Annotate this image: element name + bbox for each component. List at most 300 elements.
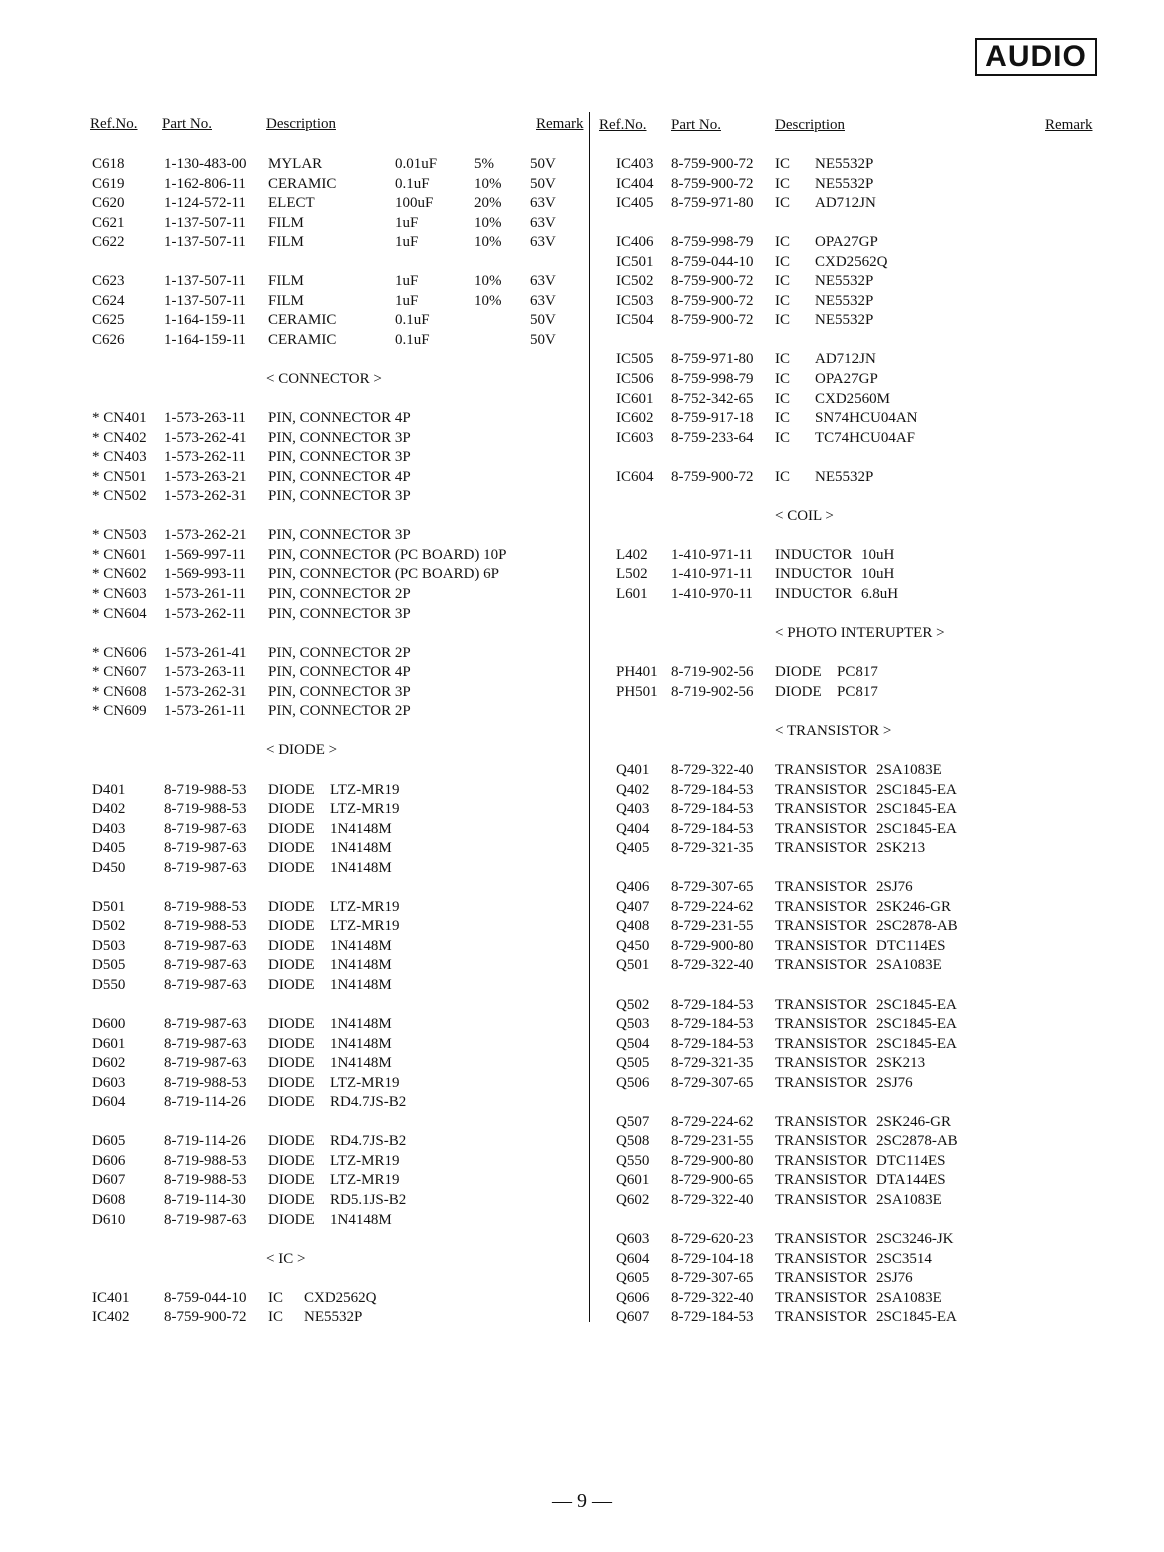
table-row <box>590 1015 1164 1035</box>
description-cell: IC <box>775 468 790 485</box>
ref-cell: Q604 <box>616 1250 650 1267</box>
table-row <box>0 1132 588 1152</box>
spacer <box>590 605 1164 625</box>
part-number-cell: 8-729-322-40 <box>671 1191 754 1208</box>
voltage-cell: 63V <box>530 214 556 231</box>
ref-cell: IC501 <box>616 253 654 270</box>
spacer <box>590 526 1164 546</box>
spacer <box>590 741 1164 761</box>
value-cell: 2SJ76 <box>876 1270 913 1287</box>
table-row <box>0 585 588 605</box>
section-heading <box>590 624 1164 644</box>
ref-cell: IC403 <box>616 156 654 172</box>
right-parts-list <box>590 155 1164 1328</box>
table-row <box>0 1074 588 1094</box>
value-cell: 2SA1083E <box>876 1289 942 1306</box>
left-header-desc: Description <box>266 116 336 132</box>
table-row <box>0 1035 588 1055</box>
description-cell: TRANSISTOR <box>775 1289 868 1306</box>
part-number-cell: 8-729-321-35 <box>671 1055 754 1072</box>
ref-cell: * CN606 <box>92 644 147 661</box>
ref-cell: C624 <box>92 292 125 309</box>
part-number-cell: 8-719-987-63 <box>164 957 247 974</box>
table-row <box>0 683 588 703</box>
table-row <box>0 839 588 859</box>
part-number-cell: 8-719-988-53 <box>164 1172 247 1189</box>
ref-cell: C625 <box>92 312 125 329</box>
ref-cell: Q603 <box>616 1231 650 1248</box>
voltage-cell: 50V <box>530 156 556 172</box>
description-cell: INDUCTOR <box>775 546 853 563</box>
section-title: < TRANSISTOR > <box>775 722 892 739</box>
part-number-cell: 1-137-507-11 <box>164 234 246 251</box>
table-row <box>0 1054 588 1074</box>
ref-cell: Q605 <box>616 1270 650 1287</box>
value-cell: 1uF <box>395 234 419 251</box>
value-cell: 1N4148M <box>330 1035 392 1052</box>
value-cell: CXD2562Q <box>304 1289 377 1306</box>
description-cell: PIN, CONNECTOR 2P <box>268 586 411 603</box>
part-number-cell: 8-719-902-56 <box>671 683 754 700</box>
spacer <box>0 507 588 527</box>
description-cell: DIODE <box>268 1094 315 1111</box>
value-cell: 2SK246-GR <box>876 898 952 915</box>
table-row <box>0 605 588 625</box>
left-parts-list <box>0 155 588 1328</box>
part-number-cell: 1-569-997-11 <box>164 546 246 563</box>
ref-cell: * CN403 <box>92 449 147 466</box>
value-cell: 2SK213 <box>876 1055 926 1072</box>
ref-cell: Q450 <box>616 937 650 954</box>
part-number-cell: 1-573-263-21 <box>164 468 247 485</box>
ref-cell: Q508 <box>616 1133 650 1150</box>
table-row <box>590 565 1164 585</box>
table-row <box>590 585 1164 605</box>
value-cell: CXD2560M <box>815 390 891 407</box>
value-cell: 1N4148M <box>330 859 392 876</box>
table-row <box>590 1152 1164 1172</box>
table-row <box>0 155 588 175</box>
description-cell: DIODE <box>268 937 315 954</box>
table-row <box>0 468 588 488</box>
section-title: < CONNECTOR > <box>266 371 382 388</box>
table-row <box>590 937 1164 957</box>
value-cell: 2SC2878-AB <box>876 1133 958 1150</box>
badge-label: AUDIO <box>985 40 1087 73</box>
part-number-cell: 8-719-988-53 <box>164 781 247 798</box>
description-cell: DIODE <box>268 898 315 915</box>
description-cell: DIODE <box>268 976 315 993</box>
description-cell: TRANSISTOR <box>775 1074 868 1091</box>
ref-cell: IC506 <box>616 371 654 388</box>
spacer <box>590 1211 1164 1231</box>
section-title: < DIODE > <box>266 742 338 759</box>
table-row <box>0 1152 588 1172</box>
part-number-cell: 1-573-262-31 <box>164 488 247 505</box>
table-row <box>590 311 1164 331</box>
description-cell: DIODE <box>268 1211 315 1228</box>
voltage-cell: 50V <box>530 331 556 348</box>
value-cell: NE5532P <box>815 273 874 290</box>
spacer <box>590 1093 1164 1113</box>
ref-cell: L502 <box>616 566 648 583</box>
table-row <box>590 1035 1164 1055</box>
ref-cell: D600 <box>92 1016 126 1033</box>
part-number-cell: 8-759-998-79 <box>671 234 754 251</box>
ref-cell: Q405 <box>616 840 650 857</box>
description-cell: IC <box>268 1309 283 1326</box>
description-cell: TRANSISTOR <box>775 957 868 974</box>
ref-cell: Q506 <box>616 1074 650 1091</box>
table-row <box>590 1250 1164 1270</box>
part-number-cell: 8-729-184-53 <box>671 996 754 1013</box>
table-row <box>0 820 588 840</box>
table-row <box>590 683 1164 703</box>
ref-cell: C622 <box>92 234 125 251</box>
table-row <box>590 956 1164 976</box>
description-cell: PIN, CONNECTOR 4P <box>268 468 411 485</box>
ref-cell: D610 <box>92 1211 126 1228</box>
section-heading <box>590 722 1164 742</box>
value-cell: 0.01uF <box>395 156 438 172</box>
table-row <box>590 292 1164 312</box>
tolerance-cell: 10% <box>474 273 502 290</box>
ref-cell: L601 <box>616 586 648 603</box>
ref-cell: * CN402 <box>92 429 147 446</box>
part-number-cell: 8-719-902-56 <box>671 664 754 681</box>
description-cell: PIN, CONNECTOR 4P <box>268 664 411 681</box>
value-cell: 1N4148M <box>330 820 392 837</box>
part-number-cell: 1-137-507-11 <box>164 273 246 290</box>
value-cell: 2SC1845-EA <box>876 1016 957 1033</box>
table-row <box>0 487 588 507</box>
part-number-cell: 8-759-900-72 <box>671 292 754 309</box>
part-number-cell: 8-719-988-53 <box>164 918 247 935</box>
description-cell: DIODE <box>775 683 822 700</box>
description-cell: PIN, CONNECTOR 2P <box>268 703 411 720</box>
table-row <box>590 996 1164 1016</box>
tolerance-cell: 10% <box>474 175 502 192</box>
part-number-cell: 8-729-322-40 <box>671 957 754 974</box>
section-heading <box>0 1250 588 1270</box>
table-row <box>590 546 1164 566</box>
table-row <box>590 800 1164 820</box>
table-row <box>0 175 588 195</box>
description-cell: IC <box>775 253 790 270</box>
value-cell: 2SC3514 <box>876 1250 932 1267</box>
table-row <box>0 526 588 546</box>
value-cell: AD712JN <box>815 351 876 368</box>
table-row <box>590 820 1164 840</box>
ref-cell: Q507 <box>616 1113 650 1130</box>
table-row <box>590 272 1164 292</box>
spacer <box>0 996 588 1016</box>
value-cell: AD712JN <box>815 195 876 212</box>
table-row <box>590 878 1164 898</box>
ref-cell: Q401 <box>616 761 650 778</box>
value-cell: LTZ-MR19 <box>330 918 400 935</box>
description-cell: IC <box>775 351 790 368</box>
voltage-cell: 63V <box>530 273 556 290</box>
ref-cell: C618 <box>92 156 125 172</box>
description-cell: DIODE <box>268 1133 315 1150</box>
part-number-cell: 8-759-900-72 <box>164 1309 247 1326</box>
part-number-cell: 1-573-261-41 <box>164 644 247 661</box>
description-cell: DIODE <box>268 801 315 818</box>
part-number-cell: 8-759-233-64 <box>671 429 754 446</box>
value-cell: PC817 <box>837 683 878 700</box>
spacer <box>0 1230 588 1250</box>
table-row <box>0 448 588 468</box>
part-number-cell: 8-729-231-55 <box>671 1133 754 1150</box>
description-cell: IC <box>775 273 790 290</box>
description-cell: DIODE <box>268 957 315 974</box>
description-cell: PIN, CONNECTOR 3P <box>268 527 411 544</box>
description-cell: TRANSISTOR <box>775 1231 868 1248</box>
table-row <box>0 956 588 976</box>
table-row <box>0 1289 588 1309</box>
ref-cell: D605 <box>92 1133 126 1150</box>
table-row <box>590 155 1164 175</box>
table-row <box>590 1230 1164 1250</box>
value-cell: DTC114ES <box>876 937 946 954</box>
description-cell: IC <box>775 312 790 329</box>
table-row <box>0 1211 588 1231</box>
part-number-cell: 8-729-184-53 <box>671 801 754 818</box>
description-cell: IC <box>268 1289 283 1306</box>
tolerance-cell: 10% <box>474 234 502 251</box>
value-cell: NE5532P <box>815 468 874 485</box>
part-number-cell: 1-573-262-11 <box>164 449 246 466</box>
part-number-cell: 8-729-104-18 <box>671 1250 754 1267</box>
part-number-cell: 8-729-322-40 <box>671 1289 754 1306</box>
part-number-cell: 8-729-184-53 <box>671 781 754 798</box>
description-cell: DIODE <box>268 840 315 857</box>
ref-cell: C621 <box>92 214 125 231</box>
value-cell: LTZ-MR19 <box>330 801 400 818</box>
ref-cell: Q502 <box>616 996 650 1013</box>
part-number-cell: 1-410-971-11 <box>671 566 753 583</box>
description-cell: TRANSISTOR <box>775 879 868 896</box>
part-number-cell: 1-130-483-00 <box>164 156 247 172</box>
description-cell: TRANSISTOR <box>775 1016 868 1033</box>
table-row <box>590 390 1164 410</box>
tolerance-cell: 5% <box>474 156 494 172</box>
part-number-cell: 1-162-806-11 <box>164 175 246 192</box>
right-header-ref: Ref.No. <box>599 117 647 133</box>
ref-cell: * CN604 <box>92 605 147 622</box>
value-cell: NE5532P <box>815 312 874 329</box>
voltage-cell: 63V <box>530 234 556 251</box>
ref-cell: D502 <box>92 918 126 935</box>
value-cell: 0.1uF <box>395 175 430 192</box>
part-number-cell: 8-729-184-53 <box>671 820 754 837</box>
part-number-cell: 8-759-971-80 <box>671 195 754 212</box>
value-cell: 2SC1845-EA <box>876 801 957 818</box>
table-row <box>0 1308 588 1328</box>
part-number-cell: 8-759-044-10 <box>671 253 754 270</box>
part-number-cell: 1-124-572-11 <box>164 195 246 212</box>
part-number-cell: 8-759-900-72 <box>671 468 754 485</box>
value-cell: LTZ-MR19 <box>330 1152 400 1169</box>
spacer <box>0 624 588 644</box>
ref-cell: IC601 <box>616 390 654 407</box>
value-cell: 10uH <box>861 566 895 583</box>
value-cell: LTZ-MR19 <box>330 781 400 798</box>
section-title: < COIL > <box>775 507 834 524</box>
value-cell: LTZ-MR19 <box>330 1074 400 1091</box>
value-cell: 1N4148M <box>330 976 392 993</box>
voltage-cell: 63V <box>530 195 556 212</box>
value-cell: 2SC1845-EA <box>876 1035 957 1052</box>
ref-cell: D505 <box>92 957 126 974</box>
table-row <box>590 663 1164 683</box>
ref-cell: * CN603 <box>92 586 147 603</box>
part-number-cell: 8-719-987-63 <box>164 1211 247 1228</box>
ref-cell: Q402 <box>616 781 650 798</box>
value-cell: 2SA1083E <box>876 1191 942 1208</box>
table-row <box>0 292 588 312</box>
table-row <box>590 1113 1164 1133</box>
part-number-cell: 8-759-044-10 <box>164 1289 247 1306</box>
spacer <box>0 1269 588 1289</box>
description-cell: IC <box>775 195 790 212</box>
section-title: < PHOTO INTERUPTER > <box>775 625 945 642</box>
table-row <box>0 429 588 449</box>
description-cell: TRANSISTOR <box>775 1133 868 1150</box>
ref-cell: C620 <box>92 195 125 212</box>
description-cell: IC <box>775 390 790 407</box>
part-number-cell: 1-569-993-11 <box>164 566 246 583</box>
ref-cell: D602 <box>92 1055 126 1072</box>
description-cell: DIODE <box>268 1152 315 1169</box>
description-cell: TRANSISTOR <box>775 761 868 778</box>
description-cell: FILM <box>268 234 304 251</box>
ref-cell: C619 <box>92 175 125 192</box>
value-cell: 2SC2878-AB <box>876 918 958 935</box>
table-row <box>590 429 1164 449</box>
part-number-cell: 8-719-988-53 <box>164 1152 247 1169</box>
description-cell: TRANSISTOR <box>775 1055 868 1072</box>
description-cell: IC <box>775 234 790 251</box>
description-cell: INDUCTOR <box>775 566 853 583</box>
spacer <box>590 487 1164 507</box>
table-row <box>0 800 588 820</box>
ref-cell: * CN607 <box>92 664 147 681</box>
part-number-cell: 8-759-900-72 <box>671 273 754 290</box>
table-row <box>0 937 588 957</box>
ref-cell: D607 <box>92 1172 126 1189</box>
table-row <box>0 194 588 214</box>
value-cell: 1N4148M <box>330 1211 392 1228</box>
description-cell: IC <box>775 371 790 388</box>
voltage-cell: 63V <box>530 292 556 309</box>
table-row <box>590 468 1164 488</box>
part-number-cell: 8-729-321-35 <box>671 840 754 857</box>
section-badge <box>975 38 1097 76</box>
part-number-cell: 8-729-900-80 <box>671 937 754 954</box>
value-cell: 1N4148M <box>330 937 392 954</box>
description-cell: PIN, CONNECTOR 4P <box>268 410 411 427</box>
table-row <box>0 409 588 429</box>
part-number-cell: 8-719-987-63 <box>164 1055 247 1072</box>
ref-cell: D503 <box>92 937 126 954</box>
description-cell: TRANSISTOR <box>775 996 868 1013</box>
description-cell: DIODE <box>268 918 315 935</box>
part-number-cell: 8-729-900-65 <box>671 1172 754 1189</box>
ref-cell: IC603 <box>616 429 654 446</box>
ref-cell: IC401 <box>92 1289 130 1306</box>
table-row <box>0 898 588 918</box>
value-cell: 0.1uF <box>395 331 430 348</box>
right-header-desc: Description <box>775 117 845 133</box>
ref-cell: IC405 <box>616 195 654 212</box>
spacer <box>0 878 588 898</box>
value-cell: 1N4148M <box>330 957 392 974</box>
table-row <box>590 1074 1164 1094</box>
description-cell: TRANSISTOR <box>775 801 868 818</box>
description-cell: TRANSISTOR <box>775 820 868 837</box>
description-cell: PIN, CONNECTOR 2P <box>268 644 411 661</box>
description-cell: DIODE <box>268 781 315 798</box>
description-cell: IC <box>775 429 790 446</box>
ref-cell: * CN502 <box>92 488 147 505</box>
description-cell: TRANSISTOR <box>775 781 868 798</box>
ref-cell: IC402 <box>92 1309 130 1326</box>
table-row <box>0 214 588 234</box>
ref-cell: D604 <box>92 1094 126 1111</box>
part-number-cell: 8-759-900-72 <box>671 312 754 329</box>
part-number-cell: 8-719-987-63 <box>164 820 247 837</box>
ref-cell: Q408 <box>616 918 650 935</box>
part-number-cell: 8-729-184-53 <box>671 1309 754 1326</box>
page-number: — 9 — <box>552 1490 612 1512</box>
value-cell: 2SC1845-EA <box>876 820 957 837</box>
part-number-cell: 8-719-988-53 <box>164 801 247 818</box>
part-number-cell: 8-719-987-63 <box>164 976 247 993</box>
ref-cell: Q601 <box>616 1172 650 1189</box>
description-cell: PIN, CONNECTOR 3P <box>268 488 411 505</box>
ref-cell: * CN501 <box>92 468 147 485</box>
table-row <box>0 546 588 566</box>
ref-cell: * CN601 <box>92 546 147 563</box>
part-number-cell: 1-410-970-11 <box>671 586 753 603</box>
description-cell: TRANSISTOR <box>775 1035 868 1052</box>
part-number-cell: 8-719-987-63 <box>164 937 247 954</box>
part-number-cell: 1-164-159-11 <box>164 331 246 348</box>
table-row <box>590 253 1164 273</box>
spacer <box>590 859 1164 879</box>
description-cell: IC <box>775 292 790 309</box>
spacer <box>590 331 1164 351</box>
table-row <box>590 839 1164 859</box>
ref-cell: D601 <box>92 1035 126 1052</box>
table-row <box>0 1015 588 1035</box>
value-cell: PC817 <box>837 664 878 681</box>
part-number-cell: 1-137-507-11 <box>164 214 246 231</box>
section-heading <box>0 741 588 761</box>
value-cell: 2SC1845-EA <box>876 781 957 798</box>
spacer <box>0 761 588 781</box>
part-number-cell: 8-719-987-63 <box>164 840 247 857</box>
value-cell: 6.8uH <box>861 586 899 603</box>
section-heading <box>590 507 1164 527</box>
value-cell: 2SA1083E <box>876 957 942 974</box>
table-row <box>0 976 588 996</box>
ref-cell: IC504 <box>616 312 654 329</box>
description-cell: FILM <box>268 273 304 290</box>
ref-cell: * CN602 <box>92 566 147 583</box>
